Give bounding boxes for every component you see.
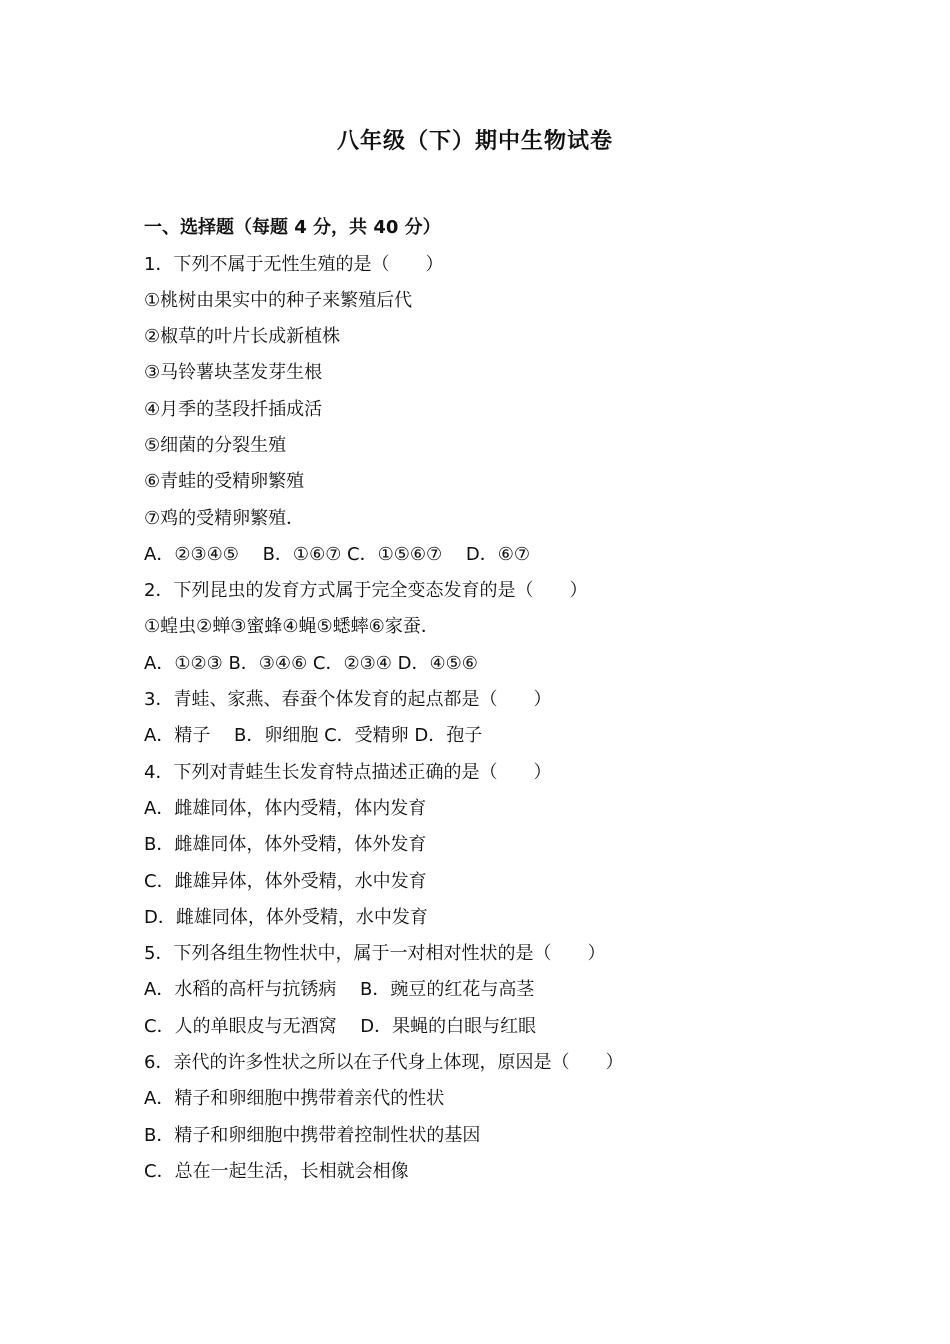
question-1-options: A．②③④⑤ B．①⑥⑦ C．①⑤⑥⑦ D．⑥⑦	[144, 543, 531, 565]
question-6-option-a: A．精子和卵细胞中携带着亲代的性状	[144, 1088, 445, 1110]
question-6-stem: 6．亲代的许多性状之所以在子代身上体现，原因是（ ）	[144, 1052, 624, 1074]
question-4-option-c: C．雌雄异体，体外受精，水中发育	[144, 870, 427, 892]
section-heading: 一、选择题（每题 4 分，共 40 分）	[144, 217, 441, 238]
exam-content	[144, 214, 864, 1194]
question-6-option-b: B．精子和卵细胞中携带着控制性状的基因	[144, 1124, 481, 1146]
question-1-item: ②椒草的叶片长成新植株	[144, 326, 341, 348]
question-6-option-c: C．总在一起生活，长相就会相像	[144, 1160, 409, 1182]
question-2-options: A．①②③ B．③④⑥ C．②③④ D．④⑤⑥	[144, 652, 478, 674]
question-1-item: ④月季的茎段扦插成活	[144, 398, 323, 420]
question-4-stem: 4．下列对青蛙生长发育特点描述正确的是（ ）	[144, 761, 552, 783]
question-2-stem: 2．下列昆虫的发育方式属于完全变态发育的是（ ）	[144, 580, 588, 602]
question-3-stem: 3．青蛙、家燕、春蚕个体发育的起点都是（ ）	[144, 689, 552, 711]
exam-title: 八年级（下）期中生物试卷	[336, 129, 613, 154]
question-1-item: ①桃树由果实中的种子来繁殖后代	[144, 289, 413, 311]
question-1-item: ⑦鸡的受精卵繁殖．	[144, 507, 305, 529]
question-5-options-cd: C．人的单眼皮与无酒窝 D．果蝇的白眼与红眼	[144, 1015, 537, 1037]
question-1-stem: 1．下列不属于无性生殖的是（ ）	[144, 253, 444, 275]
question-2-items: ①蝗虫②蝉③蜜蜂④蝇⑤蟋蟀⑥家蚕．	[144, 616, 439, 638]
question-5-options-ab: A．水稻的高杆与抗锈病 B．豌豆的红花与高茎	[144, 979, 535, 1001]
question-4-option-d: D．雌雄同体，体外受精，水中发育	[144, 906, 428, 928]
question-4-option-b: B．雌雄同体，体外受精，体外发育	[144, 834, 427, 856]
question-3-options: A．精子 B．卵细胞 C．受精卵 D．孢子	[144, 725, 483, 747]
question-4-option-a: A．雌雄同体，体内受精，体内发育	[144, 797, 427, 819]
question-1-item: ③马铃薯块茎发芽生根	[144, 362, 323, 384]
question-1-item: ⑤细菌的分裂生殖	[144, 434, 287, 456]
question-1-item: ⑥青蛙的受精卵繁殖	[144, 471, 305, 493]
question-5-stem: 5．下列各组生物性状中，属于一对相对性状的是（ ）	[144, 943, 606, 965]
